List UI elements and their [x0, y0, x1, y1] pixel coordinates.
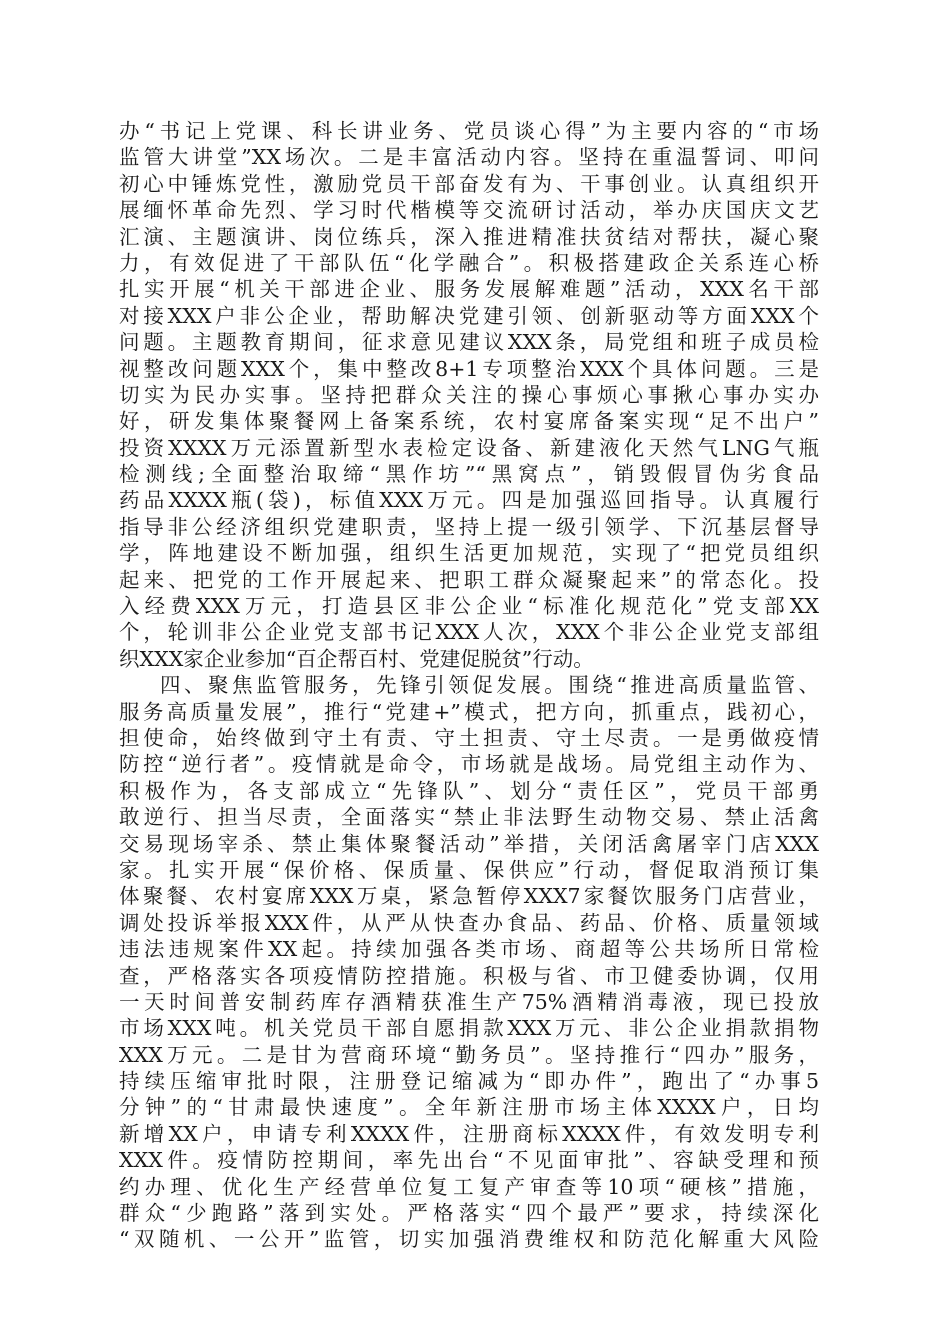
text-line: 担使命，始终做到守土有责、守土担责、守土尽责。一是勇做疫情 — [119, 725, 819, 750]
text-line: 查，严格落实各项疫情防控措施。积极与省、市卫健委协调，仅用 — [119, 963, 819, 988]
text-line: 投资XXXX万元添置新型水表检定设备、新建液化天然气LNG气瓶 — [119, 435, 819, 460]
text-line: 织XXX家企业参加“百企帮百村、党建促脱贫”行动。 — [119, 646, 594, 671]
paragraph — [119, 672, 819, 1253]
text-line: 起来、把党的工作开展起来、把职工群众凝聚起来”的常态化。投 — [119, 567, 819, 592]
text-line: 扎实开展“机关干部进企业、服务发展解难题”活动，XXX名干部 — [119, 277, 819, 302]
text-line: 视整改问题XXX个，集中整改8+1专项整治XXX个具体问题。三是 — [119, 356, 819, 381]
text-line: 服务高质量发展”，推行“党建+”模式，把方向，抓重点，践初心， — [119, 699, 819, 724]
text-line: 持续压缩审批时限，注册登记缩减为“即办件”，跑出了“办事5 — [119, 1069, 819, 1094]
text-line: 市场XXX吨。机关党员干部自愿捐款XXX万元、非公企业捐款捐物 — [119, 1016, 819, 1041]
text-line: 展缅怀革命先烈、学习时代楷模等交流研讨活动，举办庆国庆文艺 — [119, 198, 819, 223]
text-line: 汇演、主题演讲、岗位练兵，深入推进精准扶贫结对帮扶，凝心聚 — [119, 224, 819, 249]
text-line: XXX万元。二是甘为营商环境“勤务员”。坚持推行“四办”服务， — [119, 1042, 819, 1067]
text-line: 力，有效促进了干部队伍“化学融合”。积极搭建政企关系连心桥 — [119, 250, 819, 275]
text-line: 切实为民办实事。坚持把群众关注的操心事烦心事揪心事办实办 — [119, 382, 819, 407]
text-line: 检测线;全面整治取缔“黑作坊”“黑窝点”，销毁假冒伪劣食品 — [119, 462, 819, 487]
text-line: 四、聚焦监管服务，先锋引领促发展。围绕“推进高质量监管、 — [160, 673, 819, 698]
text-line: 药品XXXX瓶(袋)，标值XXX万元。四是加强巡回指导。认真履行 — [119, 488, 819, 513]
text-line: 调处投诉举报XXX件，从严从快查办食品、药品、价格、质量领域 — [119, 910, 819, 935]
text-line: 家。扎实开展“保价格、保质量、保供应”行动，督促取消预订集 — [119, 857, 819, 882]
text-line: 防控“逆行者”。疫情就是命令，市场就是战场。局党组主动作为、 — [119, 752, 819, 777]
text-line: “双随机、一公开”监管，切实加强消费维权和防范化解重大风险 — [119, 1227, 819, 1252]
text-line: 入经费XXX万元，打造县区非公企业“标准化规范化”党支部XX — [119, 594, 819, 619]
text-line: 约办理、优化生产经营单位复工复产审查等10项“硬核”措施， — [119, 1174, 819, 1199]
text-line: 交易现场宰杀、禁止集体聚餐活动”举措，关闭活禽屠宰门店XXX — [119, 831, 819, 856]
text-line: 好，研发集体聚餐网上备案系统，农村宴席备案实现“足不出户” — [119, 409, 819, 434]
text-line: 办“书记上党课、科长讲业务、党员谈心得”为主要内容的“市场 — [119, 119, 819, 143]
text-line: 指导非公经济组织党建职责，坚持上提一级引领学、下沉基层督导 — [119, 514, 819, 539]
text-line: 新增XX户，申请专利XXXX件，注册商标XXXX件，有效发明专利 — [119, 1121, 819, 1146]
document-body — [119, 118, 819, 1253]
text-line: 体聚餐、农村宴席XXX万桌，紧急暂停XXX7家餐饮服务门店营业， — [119, 884, 819, 909]
text-line: 初心中锤炼党性，激励党员干部奋发有为、干事创业。认真组织开 — [119, 171, 819, 196]
text-line: 个，轮训非公企业党支部书记XXX人次，XXX个非公企业党支部组 — [119, 620, 819, 645]
text-line: 对接XXX户非公企业，帮助解决党建引领、创新驱动等方面XXX个 — [119, 303, 819, 328]
text-line: 群众“少跑路”落到实处。严格落实“四个最严”要求，持续深化 — [119, 1201, 819, 1226]
text-line: XXX件。疫情防控期间，率先出台“不见面审批”、容缺受理和预 — [119, 1148, 819, 1173]
paragraph — [119, 118, 819, 672]
text-line: 一天时间普安制药库存酒精获准生产75%酒精消毒液，现已投放 — [119, 989, 819, 1014]
text-line: 违法违规案件XX起。持续加强各类市场、商超等公共场所日常检 — [119, 937, 819, 962]
text-line: 敢逆行、担当尽责，全面落实“禁止非法野生动物交易、禁止活禽 — [119, 805, 819, 830]
text-line: 学，阵地建设不断加强，组织生活更加规范，实现了“把党员组织 — [119, 541, 819, 566]
text-line: 问题。主题教育期间，征求意见建议XXX条，局党组和班子成员检 — [119, 330, 819, 355]
text-line: 分钟”的“甘肃最快速度”。全年新注册市场主体XXXX户，日均 — [119, 1095, 819, 1120]
text-line: 积极作为，各支部成立“先锋队”、划分“责任区”，党员干部勇 — [119, 778, 819, 803]
text-line: 监管大讲堂”XX场次。二是丰富活动内容。坚持在重温誓词、叩问 — [119, 145, 819, 170]
